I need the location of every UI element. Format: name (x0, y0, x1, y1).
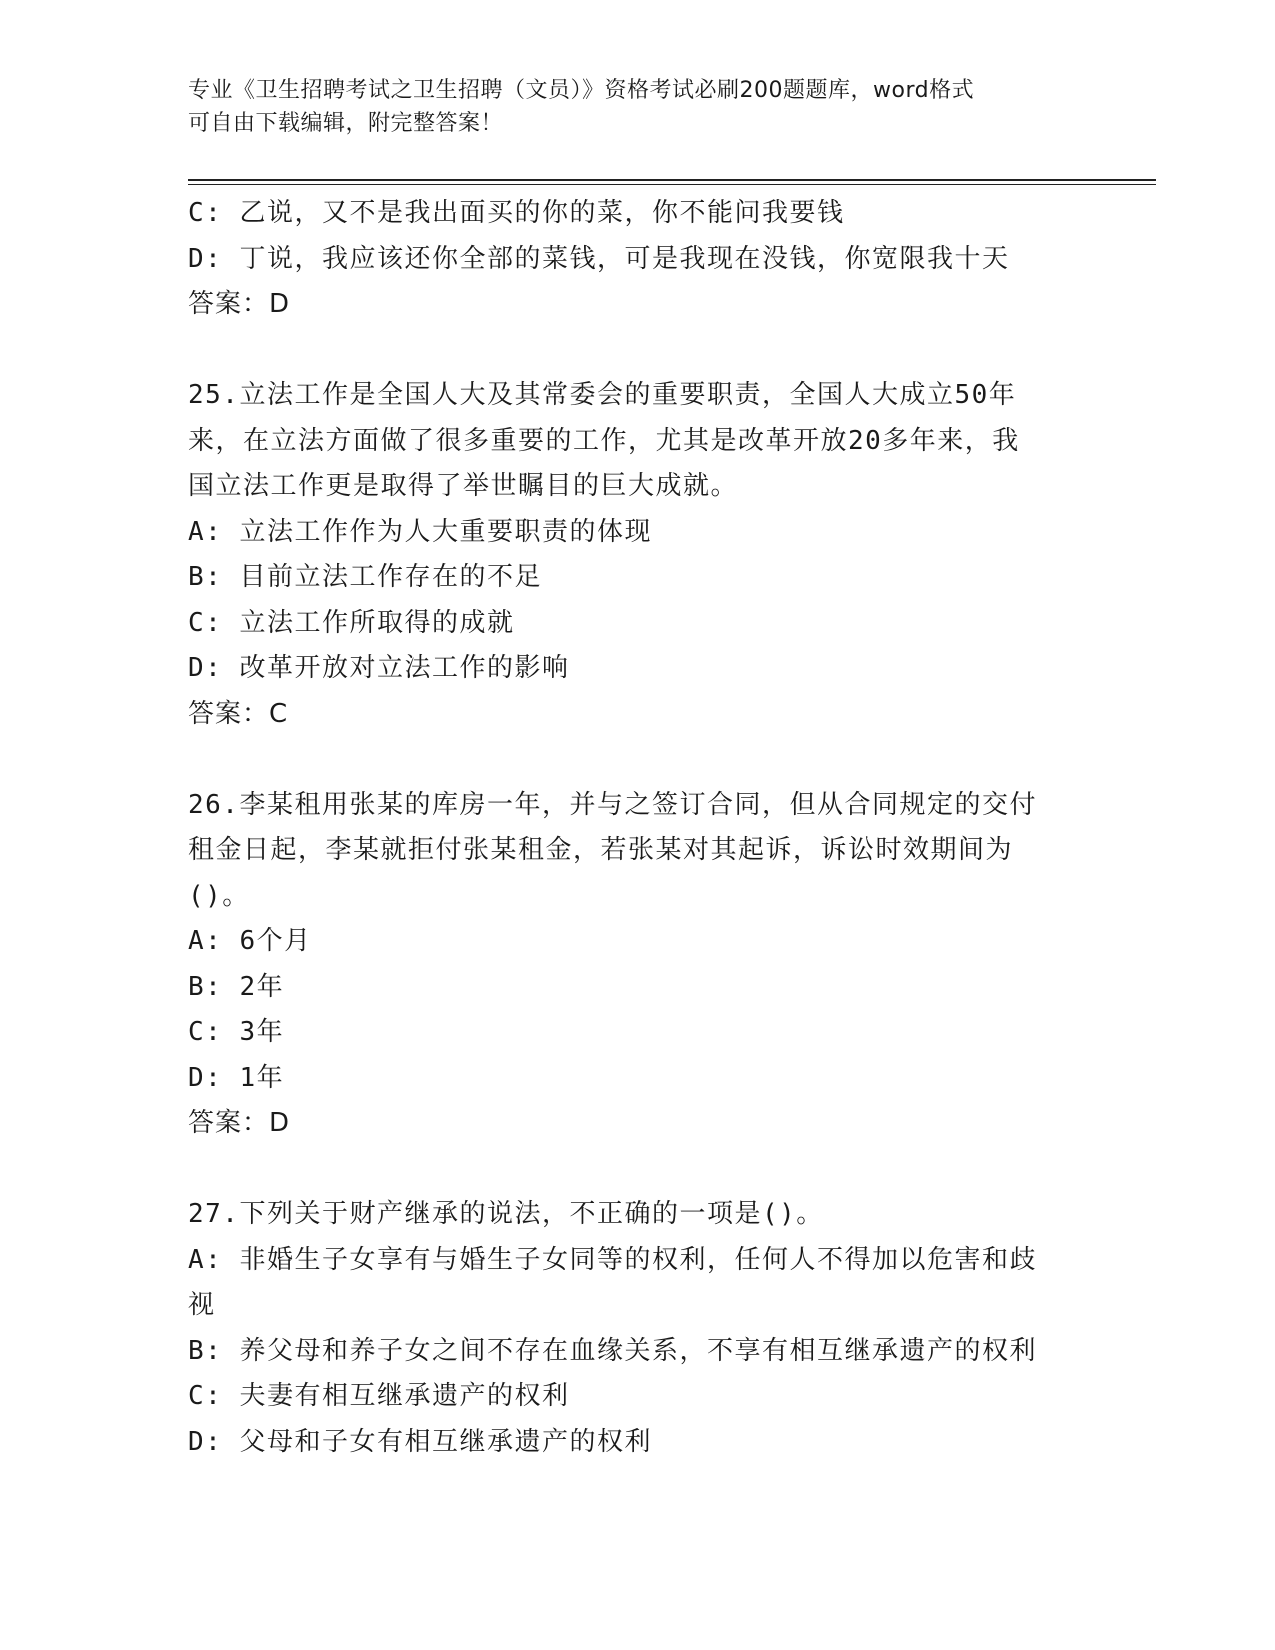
option-d: D: 改革开放对立法工作的影响 (188, 653, 570, 683)
page-header (188, 74, 1068, 140)
option-b: B: 养父母和养子女之间不存在血缘关系，不享有相互继承遗产的权利 (188, 1335, 1037, 1366)
question-stem-line: 国立法工作更是取得了举世瞩目的巨大成就。 (188, 471, 739, 501)
question-24-continuation (188, 191, 1088, 328)
option-c: C: 乙说，又不是我出面买的你的菜，你不能问我要钱 (188, 198, 845, 228)
answer-line: 答案：D (188, 1108, 291, 1138)
option-b: B: 2年 (188, 971, 285, 1002)
header-title-line-2: 可自由下载编辑，附完整答案！ (188, 111, 504, 136)
option-d: D: 丁说，我应该还你全部的菜钱，可是我现在没钱，你宽限我十天 (188, 243, 1010, 274)
question-25 (188, 373, 1088, 737)
header-title-line-1: 专业《卫生招聘考试之卫生招聘（文员）》资格考试必刷200题题库，word格式 (188, 78, 975, 103)
header-divider-thin (188, 184, 1156, 185)
question-stem-line: ()。 (188, 880, 250, 911)
option-d: D: 父母和子女有相互继承遗产的权利 (188, 1426, 652, 1457)
option-a: A: 非婚生子女享有与婚生子女同等的权利，任何人不得加以危害和歧 (188, 1244, 1037, 1275)
question-stem-line: 27.下列关于财产继承的说法，不正确的一项是()。 (188, 1199, 824, 1229)
question-stem-line: 来，在立法方面做了很多重要的工作，尤其是改革开放20多年来，我 (188, 425, 1020, 456)
option-d: D: 1年 (188, 1062, 285, 1093)
option-c: C: 立法工作所取得的成就 (188, 607, 515, 638)
question-stem-line: 26.李某租用张某的库房一年，并与之签订合同，但从合同规定的交付 (188, 789, 1037, 820)
option-c: C: 夫妻有相互继承遗产的权利 (188, 1381, 570, 1411)
option-a-continuation: 视 (188, 1290, 216, 1320)
option-b: B: 目前立法工作存在的不足 (188, 562, 542, 592)
answer-line: 答案：C (188, 698, 289, 729)
question-stem-line: 租金日起，李某就拒付张某租金，若张某对其起诉，诉讼时效期间为 (188, 835, 1014, 865)
header-divider-thick (188, 179, 1156, 181)
option-c: C: 3年 (188, 1017, 285, 1047)
question-27 (188, 1192, 1088, 1465)
question-stem-line: 25.立法工作是全国人大及其常委会的重要职责，全国人大成立50年 (188, 380, 1017, 410)
question-list (188, 191, 1088, 1465)
option-a: A: 6个月 (188, 926, 312, 956)
question-26 (188, 783, 1088, 1147)
option-a: A: 立法工作作为人大重要职责的体现 (188, 516, 652, 547)
answer-line: 答案：D (188, 289, 291, 319)
